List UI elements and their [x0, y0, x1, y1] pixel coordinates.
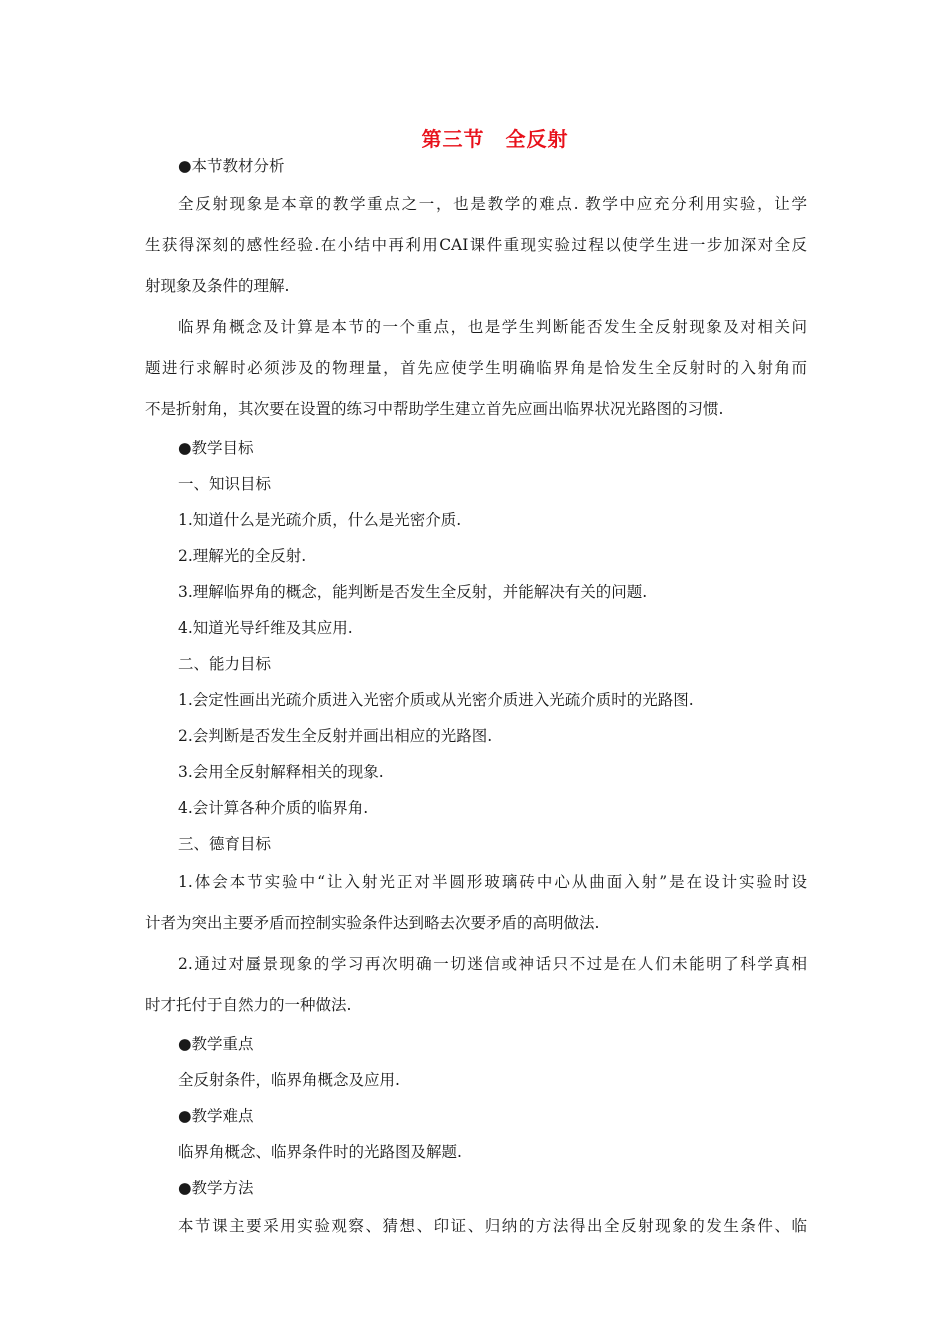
- list-item: 4.知道光导纤维及其应用.: [178, 619, 353, 637]
- paragraph-line: 临界角概念及计算是本节的一个重点，也是学生判断能否发生全反射现象及对相关问: [178, 318, 807, 336]
- list-item: 2.通过对蜃景现象的学习再次明确一切迷信或神话只不过是在人们未能明了科学真相: [178, 955, 807, 973]
- list-item: 2.会判断是否发生全反射并画出相应的光路图.: [178, 727, 493, 745]
- section-heading: ●教学方法: [178, 1179, 254, 1197]
- list-item-continuation: 时才托付于自然力的一种做法.: [145, 996, 352, 1014]
- section-heading: ●教学重点: [178, 1035, 254, 1053]
- subsection-heading: 三、德育目标: [178, 835, 272, 853]
- paragraph-line: 题进行求解时必须涉及的物理量，首先应使学生明确临界角是恰发生全反射时的入射角而: [145, 359, 807, 377]
- paragraph-line: 临界角概念、临界条件时的光路图及解题.: [178, 1143, 462, 1161]
- paragraph-line: 生获得深刻的感性经验.在小结中再利用CAI课件重现实验过程以使学生进一步加深对全反: [145, 236, 807, 254]
- paragraph-line: 全反射现象是本章的教学重点之一，也是教学的难点. 教学中应充分利用实验，让学: [178, 195, 807, 213]
- page-title: 第三节 全反射: [421, 127, 569, 151]
- subsection-heading: 二、能力目标: [178, 655, 272, 673]
- paragraph-line: 本节课主要采用实验观察、猜想、印证、归纳的方法得出全反射现象的发生条件、临: [178, 1217, 807, 1235]
- list-item-continuation: 计者为突出主要矛盾而控制实验条件达到略去次要矛盾的高明做法.: [145, 914, 600, 932]
- list-item: 2.理解光的全反射.: [178, 547, 307, 565]
- paragraph-line: 不是折射角，其次要在设置的练习中帮助学生建立首先应画出临界状况光路图的习惯.: [145, 400, 724, 418]
- list-item: 1.体会本节实验中“让入射光正对半圆形玻璃砖中心从曲面入射”是在设计实验时设: [178, 873, 807, 891]
- section-heading: ●教学难点: [178, 1107, 254, 1125]
- list-item: 1.会定性画出光疏介质进入光密介质或从光密介质进入光疏介质时的光路图.: [178, 691, 694, 709]
- section-heading: ●本节教材分析: [178, 157, 285, 175]
- paragraph-line: 全反射条件，临界角概念及应用.: [178, 1071, 400, 1089]
- list-item: 3.会用全反射解释相关的现象.: [178, 763, 384, 781]
- paragraph-line: 射现象及条件的理解.: [145, 277, 290, 295]
- section-heading: ●教学目标: [178, 439, 254, 457]
- list-item: 3.理解临界角的概念，能判断是否发生全反射，并能解决有关的问题.: [178, 583, 648, 601]
- subsection-heading: 一、知识目标: [178, 475, 272, 493]
- document-body: [145, 148, 807, 1247]
- list-item: 1.知道什么是光疏介质，什么是光密介质.: [178, 511, 462, 529]
- list-item: 4.会计算各种介质的临界角.: [178, 799, 369, 817]
